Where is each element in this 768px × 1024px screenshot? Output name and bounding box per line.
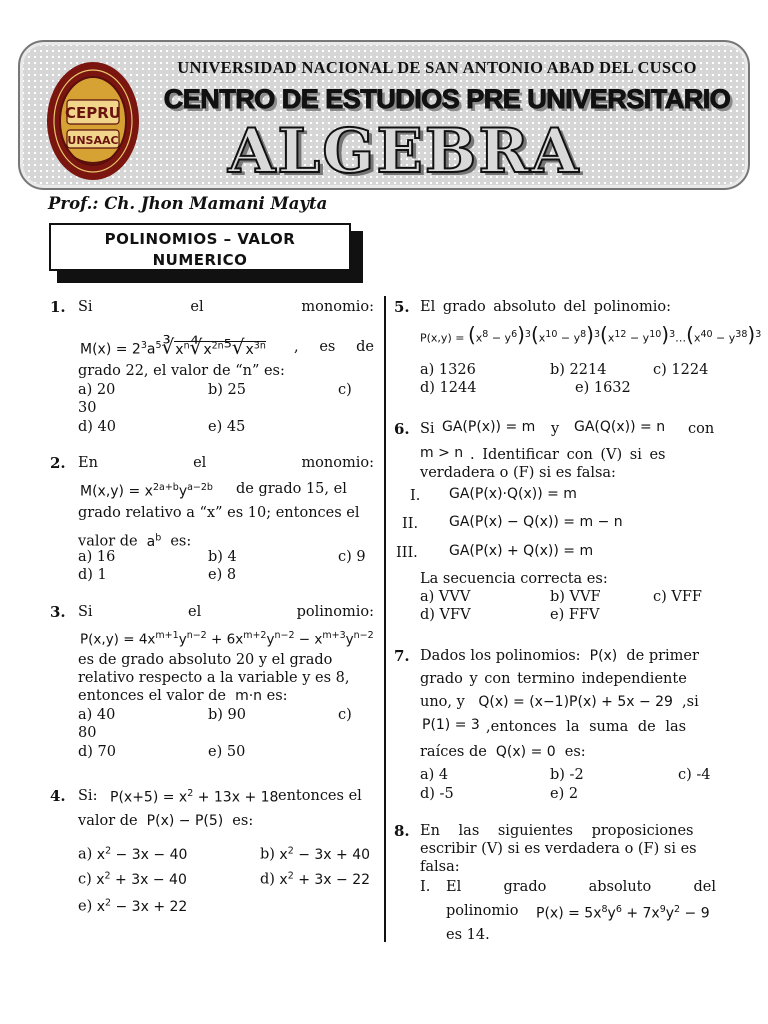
logo-text-bottom: UNSAAC	[67, 134, 119, 147]
option-a: a) 4	[420, 767, 449, 783]
math-formula: GA(P(x) − Q(x)) = m − n	[449, 514, 623, 530]
option-e: e) 1632	[575, 380, 631, 396]
option-c: c) -4	[678, 767, 711, 783]
option-c: c) $x^2 + 3x - 40$	[78, 870, 187, 888]
topic-box-frame	[49, 223, 351, 271]
problem-text-line: con	[688, 421, 715, 437]
problem-text-line: . Identificar con (V) si es	[470, 447, 666, 463]
word: En	[78, 455, 98, 471]
cepru-logo	[45, 60, 141, 182]
problem-text-line: Si	[420, 421, 435, 437]
option-e: e) FFV	[550, 607, 600, 623]
option-b: b) VVF	[550, 589, 601, 605]
math-inline: P(x)	[585, 648, 622, 664]
math-inline: m·n	[230, 688, 263, 704]
problem-text-line: El grado absoluto del polinomio:	[420, 299, 672, 315]
option-a: a) VVV	[420, 589, 471, 605]
roman-numeral: I.	[410, 488, 421, 504]
math-inline: GA(Q(x)) = n	[574, 419, 666, 435]
option-d: d) 70	[78, 744, 116, 760]
roman-numeral: II.	[402, 516, 419, 532]
problem-text-line	[420, 743, 586, 762]
option-c: c) 9	[338, 549, 366, 565]
problem-text-line	[420, 647, 699, 666]
word: del	[693, 879, 716, 895]
problem-text-line: Si:	[78, 788, 98, 804]
problem-text-line: entonces el	[278, 788, 362, 804]
math-inline: Q(x) = 0	[491, 744, 561, 760]
center-title: CENTRO DE ESTUDIOS PRE UNIVERSITARIO	[163, 84, 731, 114]
option-e: e) 8	[208, 567, 237, 583]
word: entonces el valor de	[78, 688, 227, 704]
problem-number: 2.	[50, 454, 66, 472]
option-b: b) $x^2 - 3x + 40$	[260, 845, 371, 863]
math-formula: $P(x+5) = x^2 + 13x + 18$	[110, 788, 279, 806]
word: de	[356, 339, 374, 355]
logo-text-top: CEPRU	[65, 104, 121, 122]
math-formula: $P(x,y) = 4x^{m+1}y^{n-2} + 6x^{m+2}y^{n-2} - x^{m+3}y^{n-2}$	[80, 630, 374, 648]
word: es:	[266, 688, 288, 704]
option-d: d) 40	[78, 419, 116, 435]
math-formula: $P(x) = 5x^8y^6 + 7x^9y^2 - 9$	[536, 904, 710, 922]
word: Si	[78, 604, 93, 620]
math-formula: $M(x,y) = x^{2a+b}y^{a-2b}$	[80, 482, 213, 500]
problem-text-line: es 14.	[446, 927, 490, 943]
problem-text-line: verdadera o (F) si es falsa:	[420, 465, 616, 481]
roman-numeral: III.	[396, 545, 418, 561]
word: monomio:	[301, 299, 374, 315]
option-c: c)	[338, 382, 352, 398]
word: valor de	[78, 533, 138, 550]
word: grado	[503, 879, 547, 895]
math-inline: $a^b$	[142, 532, 162, 550]
word: absoluto	[588, 879, 652, 895]
option-a: a) $x^2 - 3x - 40$	[78, 845, 188, 863]
problem-text-line: falsa:	[420, 859, 460, 875]
word: el	[193, 455, 207, 471]
math-formula: GA(P(x) + Q(x)) = m	[449, 543, 594, 559]
problem-number: 5.	[394, 298, 410, 316]
problem-text-line: es de grado absoluto 20 y el grado	[78, 652, 333, 668]
subject-title: ALGEBRA	[228, 116, 581, 187]
problem-number: 4.	[50, 787, 66, 805]
problem-text-line: En las siguientes proposiciones	[420, 823, 694, 839]
option-a: a) 16	[78, 549, 116, 565]
option-b: b) 2214	[550, 362, 607, 378]
problem-text-line: ,entonces la suma de las	[486, 719, 687, 735]
problem-text-line: relativo respecto a la variable y es 8,	[78, 670, 350, 686]
column-divider	[384, 296, 386, 942]
option-b: b) 4	[208, 549, 237, 565]
problem-number: 8.	[394, 822, 410, 840]
option-d: d) 1244	[420, 380, 477, 396]
problem-number: 3.	[50, 603, 66, 621]
word: es	[319, 339, 336, 355]
option-c-value: 80	[78, 725, 97, 741]
problem-text-line	[294, 338, 374, 357]
math-inline: Q(x) = (x−1)P(x) + 5x − 29	[469, 694, 678, 710]
option-c: c)	[338, 707, 352, 723]
problem-text-line	[78, 298, 374, 317]
problem-text-line: polinomio	[446, 903, 519, 919]
option-d: d) VFV	[420, 607, 471, 623]
problem-number: 6.	[394, 420, 410, 438]
problem-text-line	[420, 693, 699, 712]
word: el	[188, 604, 202, 620]
word: es:	[170, 533, 192, 550]
problem-text-line: y	[551, 421, 560, 437]
math-inline: GA(P(x)) = m	[442, 419, 536, 435]
word: polinomio:	[296, 604, 374, 620]
option-c-value: 30	[78, 400, 97, 416]
topic-line-2: NUMERICO	[152, 251, 248, 269]
option-d: d) 1	[78, 567, 107, 583]
math-inline: P(x) − P(5)	[142, 813, 228, 829]
problem-text-line: La secuencia correcta es:	[420, 571, 608, 587]
problem-number: 1.	[50, 298, 66, 316]
problem-text-line	[78, 454, 374, 473]
problem-text-line: grado y con termino independiente	[420, 671, 687, 687]
word: El	[446, 879, 462, 895]
option-c: c) VFF	[653, 589, 702, 605]
professor-name: Prof.: Ch. Jhon Mamani Mayta	[48, 194, 328, 213]
word: ,si	[682, 694, 699, 710]
math-inline: P(1) = 3	[422, 717, 480, 733]
option-b: b) 25	[208, 382, 246, 398]
math-formula: $P(x,y) = (x^8 - y^6)^3(x^{10} - y^8)^3(x^{12}$ − $y^{10})^3\dots(x^{40} - y^{38})^3$	[420, 322, 762, 347]
problem-text-line	[78, 687, 288, 706]
option-b: b) -2	[550, 767, 584, 783]
problem-text-line: de grado 15, el	[236, 481, 347, 497]
word: el	[190, 299, 204, 315]
problem-text-line	[78, 812, 253, 831]
problem-text-line	[78, 603, 374, 622]
option-c: c) 1224	[653, 362, 709, 378]
option-b: b) 90	[208, 707, 246, 723]
problem-text-line: grado relativo a “x” es 10; entonces el	[78, 505, 360, 521]
word: de primer	[626, 648, 699, 664]
option-a: a) 40	[78, 707, 116, 723]
word: valor de	[78, 813, 138, 829]
roman-numeral: I.	[420, 879, 431, 895]
option-a: a) 20	[78, 382, 116, 398]
word: es:	[232, 813, 254, 829]
topic-line-1: POLINOMIOS – VALOR	[104, 230, 296, 248]
word: uno, y	[420, 694, 465, 710]
word: Dados los polinomios:	[420, 648, 581, 664]
problem-text-line: escribir (V) si es verdadera o (F) si es	[420, 841, 697, 857]
university-title: UNIVERSIDAD NACIONAL DE SAN ANTONIO ABAD DEL CUSCO	[177, 58, 697, 77]
option-d: d) -5	[420, 786, 454, 802]
problem-number: 7.	[394, 647, 410, 665]
option-e: e) 2	[550, 786, 579, 802]
option-e: e) 45	[208, 419, 246, 435]
word: Si	[78, 299, 93, 315]
math-inline: m > n	[420, 445, 464, 461]
problem-text-line	[446, 878, 716, 897]
option-e: e) $x^2 - 3x + 22$	[78, 897, 188, 915]
math-formula: $M(x) = 2^3a^5∛x^n∜x^{2n}^5√x^{3n}$	[80, 334, 266, 359]
topic-box	[49, 223, 357, 277]
option-a: a) 1326	[420, 362, 476, 378]
problem-text-line: grado 22, el valor de “n” es:	[78, 363, 285, 379]
option-e: e) 50	[208, 744, 246, 760]
option-d: d) $x^2 + 3x - 22$	[260, 870, 371, 888]
math-formula: GA(P(x)·Q(x)) = m	[449, 486, 577, 502]
word: es:	[564, 744, 586, 760]
word: ,	[294, 339, 299, 355]
word: monomio:	[301, 455, 374, 471]
word: raíces de	[420, 744, 487, 760]
